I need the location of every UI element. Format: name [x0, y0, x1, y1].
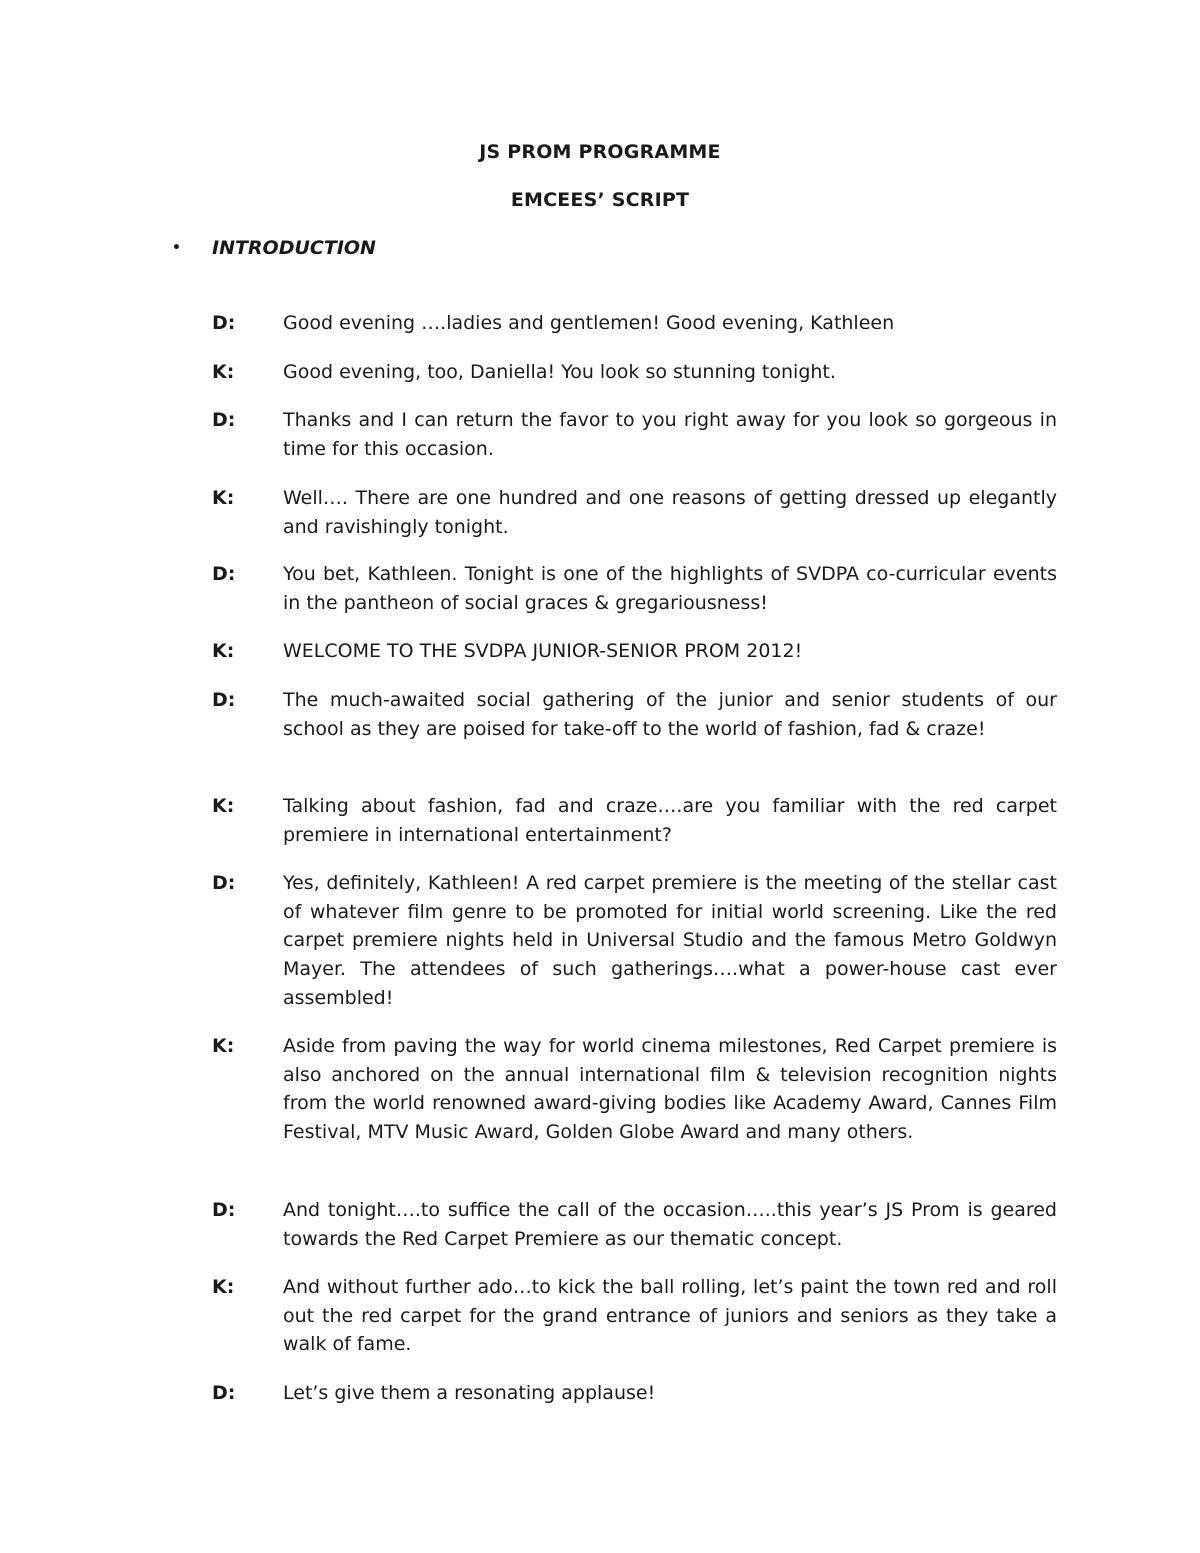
document-subtitle: EMCEES’ SCRIPT [510, 189, 690, 211]
speaker-label: D: [212, 563, 236, 585]
script-line-text: And without further ado…to kick the ball rolling, let’s paint the town red and roll out the red carpet for the grand entrance of juniors and seniors as they take a walk of fame. [283, 1276, 1057, 1356]
speaker-label: D: [212, 312, 236, 334]
script-line-text: Thanks and I can return the favor to you right away for you look so gorgeous in time for this occasion. [283, 409, 1057, 460]
speaker-label: K: [212, 487, 235, 509]
speaker-label: D: [212, 409, 236, 431]
speaker-label: K: [212, 795, 235, 817]
speaker-label: D: [212, 872, 236, 894]
speaker-label: K: [212, 640, 235, 662]
section-heading-text: INTRODUCTION [212, 237, 376, 259]
speaker-label: D: [212, 1199, 236, 1221]
script-line-text: Yes, definitely, Kathleen! A red carpet premiere is the meeting of the stellar cast of whatever film genre to be promoted for initial world screening. Like the red carpet premiere nights held in Universal Studio and the famous Metro Goldwyn Mayer. The attendees of such gatherings….what a power-house cast ever assembled! [283, 872, 1057, 1009]
script-line-text: Good evening, too, Daniella! You look so stunning tonight. [283, 361, 836, 383]
script-line-text: Well…. There are one hundred and one reasons of getting dressed up elegantly and ravishingly tonight. [283, 487, 1057, 538]
script-line-text: You bet, Kathleen. Tonight is one of the highlights of SVDPA co-curricular events in the pantheon of social graces & gregariousness! [283, 563, 1057, 614]
bullet-icon: • [172, 240, 181, 256]
script-line-text: Good evening ….ladies and gentlemen! Good evening, Kathleen [283, 312, 895, 334]
script-line-text: Aside from paving the way for world cinema milestones, Red Carpet premiere is also anchored on the annual international film & television recognition nights from the world renowned award-giving bodies like Academy Award, Cannes Film Festival, MTV Music Award, Golden Globe Award and many others. [283, 1035, 1057, 1144]
speaker-label: K: [212, 361, 235, 383]
speaker-label: K: [212, 1276, 235, 1298]
script-line-text: And tonight….to suffice the call of the occasion…..this year’s JS Prom is geared towards the Red Carpet Premiere as our thematic concept. [283, 1199, 1057, 1250]
speaker-label: D: [212, 689, 236, 711]
script-line-text: WELCOME TO THE SVDPA JUNIOR-SENIOR PROM 2012! [283, 640, 803, 662]
section-heading [172, 237, 376, 259]
document-title: JS PROM PROGRAMME [479, 141, 721, 163]
script-line-text: Talking about fashion, fad and craze….are you familiar with the red carpet premiere in international entertainment? [283, 795, 1057, 846]
speaker-label: K: [212, 1035, 235, 1057]
script-line-text: Let’s give them a resonating applause! [283, 1382, 656, 1404]
script-line-text: The much-awaited social gathering of the junior and senior students of our school as they are poised for take-off to the world of fashion, fad & craze! [283, 689, 1057, 740]
speaker-label: D: [212, 1382, 236, 1404]
